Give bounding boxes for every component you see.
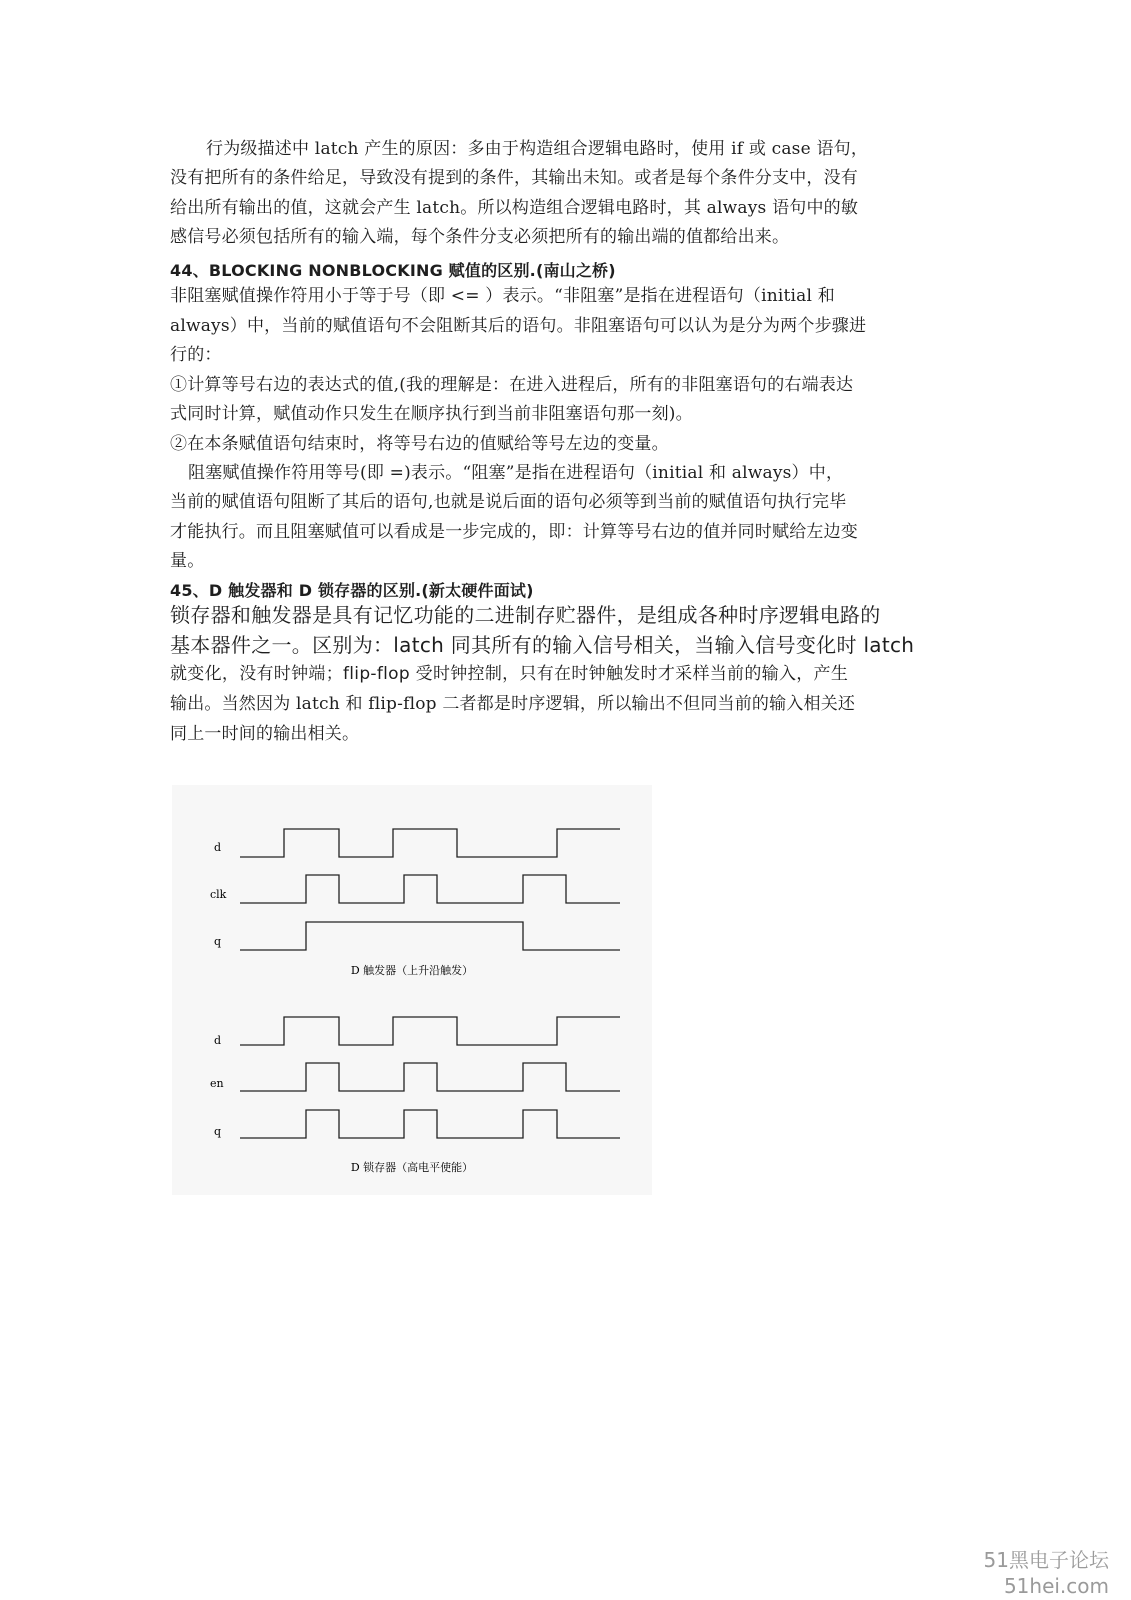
nonblocking-step-2: ②在本条赋值语句结束时，将等号右边的值赋给等号左边的变量。	[170, 433, 669, 454]
q45-paragraph-small	[170, 690, 960, 749]
q45-line-1: 锁存器和触发器是具有记忆功能的二进制存贮器件，是组成各种时序逻辑电路的	[170, 603, 881, 627]
latch-en-waveform	[240, 1063, 620, 1091]
q45-paragraph-large	[170, 601, 960, 690]
latch-line-3: 给出所有输出的值，这就会产生 latch。所以构造组合逻辑电路时，其 always 语句中的敏	[170, 197, 859, 218]
blocking-line-3: 才能执行。而且阻塞赋值可以看成是一步完成的，即：计算等号右边的值并同时赋给左边变	[170, 521, 858, 542]
q45-line-5: 同上一时间的输出相关。	[170, 723, 360, 744]
q44-heading: 44、BLOCKING NONBLOCKING 赋值的区别.(南山之桥)	[170, 261, 616, 280]
site-watermark	[984, 1547, 1109, 1599]
nonblocking-line-2: always）中，当前的赋值语句不会阻断其后的语句。非阻塞语句可以认为是分为两个步骤进	[170, 315, 867, 336]
nonblocking-line-3: 行的：	[170, 345, 222, 365]
latch-q-waveform	[240, 1110, 620, 1138]
ff-signal-label-clk: clk	[210, 888, 227, 901]
waveforms	[240, 829, 620, 1138]
q44-nonblocking-paragraph	[170, 282, 960, 459]
latch-caption: D 锁存器（高电平使能）	[350, 1161, 474, 1174]
latch-signal-label-en: en	[210, 1077, 224, 1090]
watermark-line-1: 51黑电子论坛	[983, 1548, 1109, 1572]
q45-heading: 45、D 触发器和 D 锁存器的区别.(新太硬件面试)	[170, 581, 534, 600]
ff-clk-waveform	[240, 875, 620, 903]
ff-signal-label-q: q	[214, 935, 222, 948]
nonblocking-step-1a: ①计算等号右边的表达式的值,(我的理解是：在进入进程后，所有的非阻塞语句的右端表达	[170, 374, 854, 395]
q45-line-3: 就变化，没有时钟端；flip-flop 受时钟控制，只有在时钟触发时才采样当前的输入，产生	[170, 664, 849, 684]
latch-cause-paragraph	[170, 135, 960, 165]
blocking-line-1: 阻塞赋值操作符用等号(即 =)表示。“阻塞”是指在进程语句（initial 和 always）中，	[188, 463, 844, 483]
ff-signal-label-d: d	[214, 841, 222, 854]
latch-line-2: 没有把所有的条件给足，导致没有提到的条件，其输出未知。或者是每个条件分支中，没有	[170, 168, 858, 188]
q45-line-2: 基本器件之一。区别为：latch 同其所有的输入信号相关，当输入信号变化时 latch	[170, 632, 915, 657]
q44-blocking-paragraph	[170, 488, 960, 577]
latch-cause-paragraph-rest	[170, 164, 960, 253]
watermark-line-2: 51hei.com	[1003, 1574, 1109, 1598]
timing-diagram-svg	[172, 785, 652, 1195]
latch-d-waveform	[240, 1017, 620, 1045]
q44-blocking-first-line	[170, 459, 960, 489]
ff-d-waveform	[240, 829, 620, 857]
latch-signal-label-q: q	[214, 1125, 222, 1138]
latch-line-4: 感信号必须包括所有的输入端，每个条件分支必须把所有的输出端的值都给出来。	[170, 227, 790, 247]
blocking-line-2: 当前的赋值语句阻断了其后的语句,也就是说后面的语句必须等到当前的赋值语句执行完毕	[170, 492, 847, 512]
ff-caption: D 触发器（上升沿触发）	[350, 964, 474, 977]
nonblocking-line-1: 非阻塞赋值操作符用小于等于号（即 <= ）表示。“非阻塞”是指在进程语句（initial 和	[170, 286, 835, 306]
blocking-line-4: 量。	[170, 551, 205, 571]
timing-diagram-figure	[172, 785, 652, 1195]
nonblocking-step-1b: 式同时计算，赋值动作只发生在顺序执行到当前非阻塞语句那一刻)。	[170, 404, 693, 424]
q45-line-4: 输出。当然因为 latch 和 flip-flop 二者都是时序逻辑，所以输出不但同当前的输入相关还	[170, 694, 856, 714]
latch-line-1: 行为级描述中 latch 产生的原因：多由于构造组合逻辑电路时，使用 if 或 case 语句，	[206, 139, 869, 159]
ff-q-waveform	[240, 922, 620, 950]
latch-signal-label-d: d	[214, 1034, 222, 1047]
